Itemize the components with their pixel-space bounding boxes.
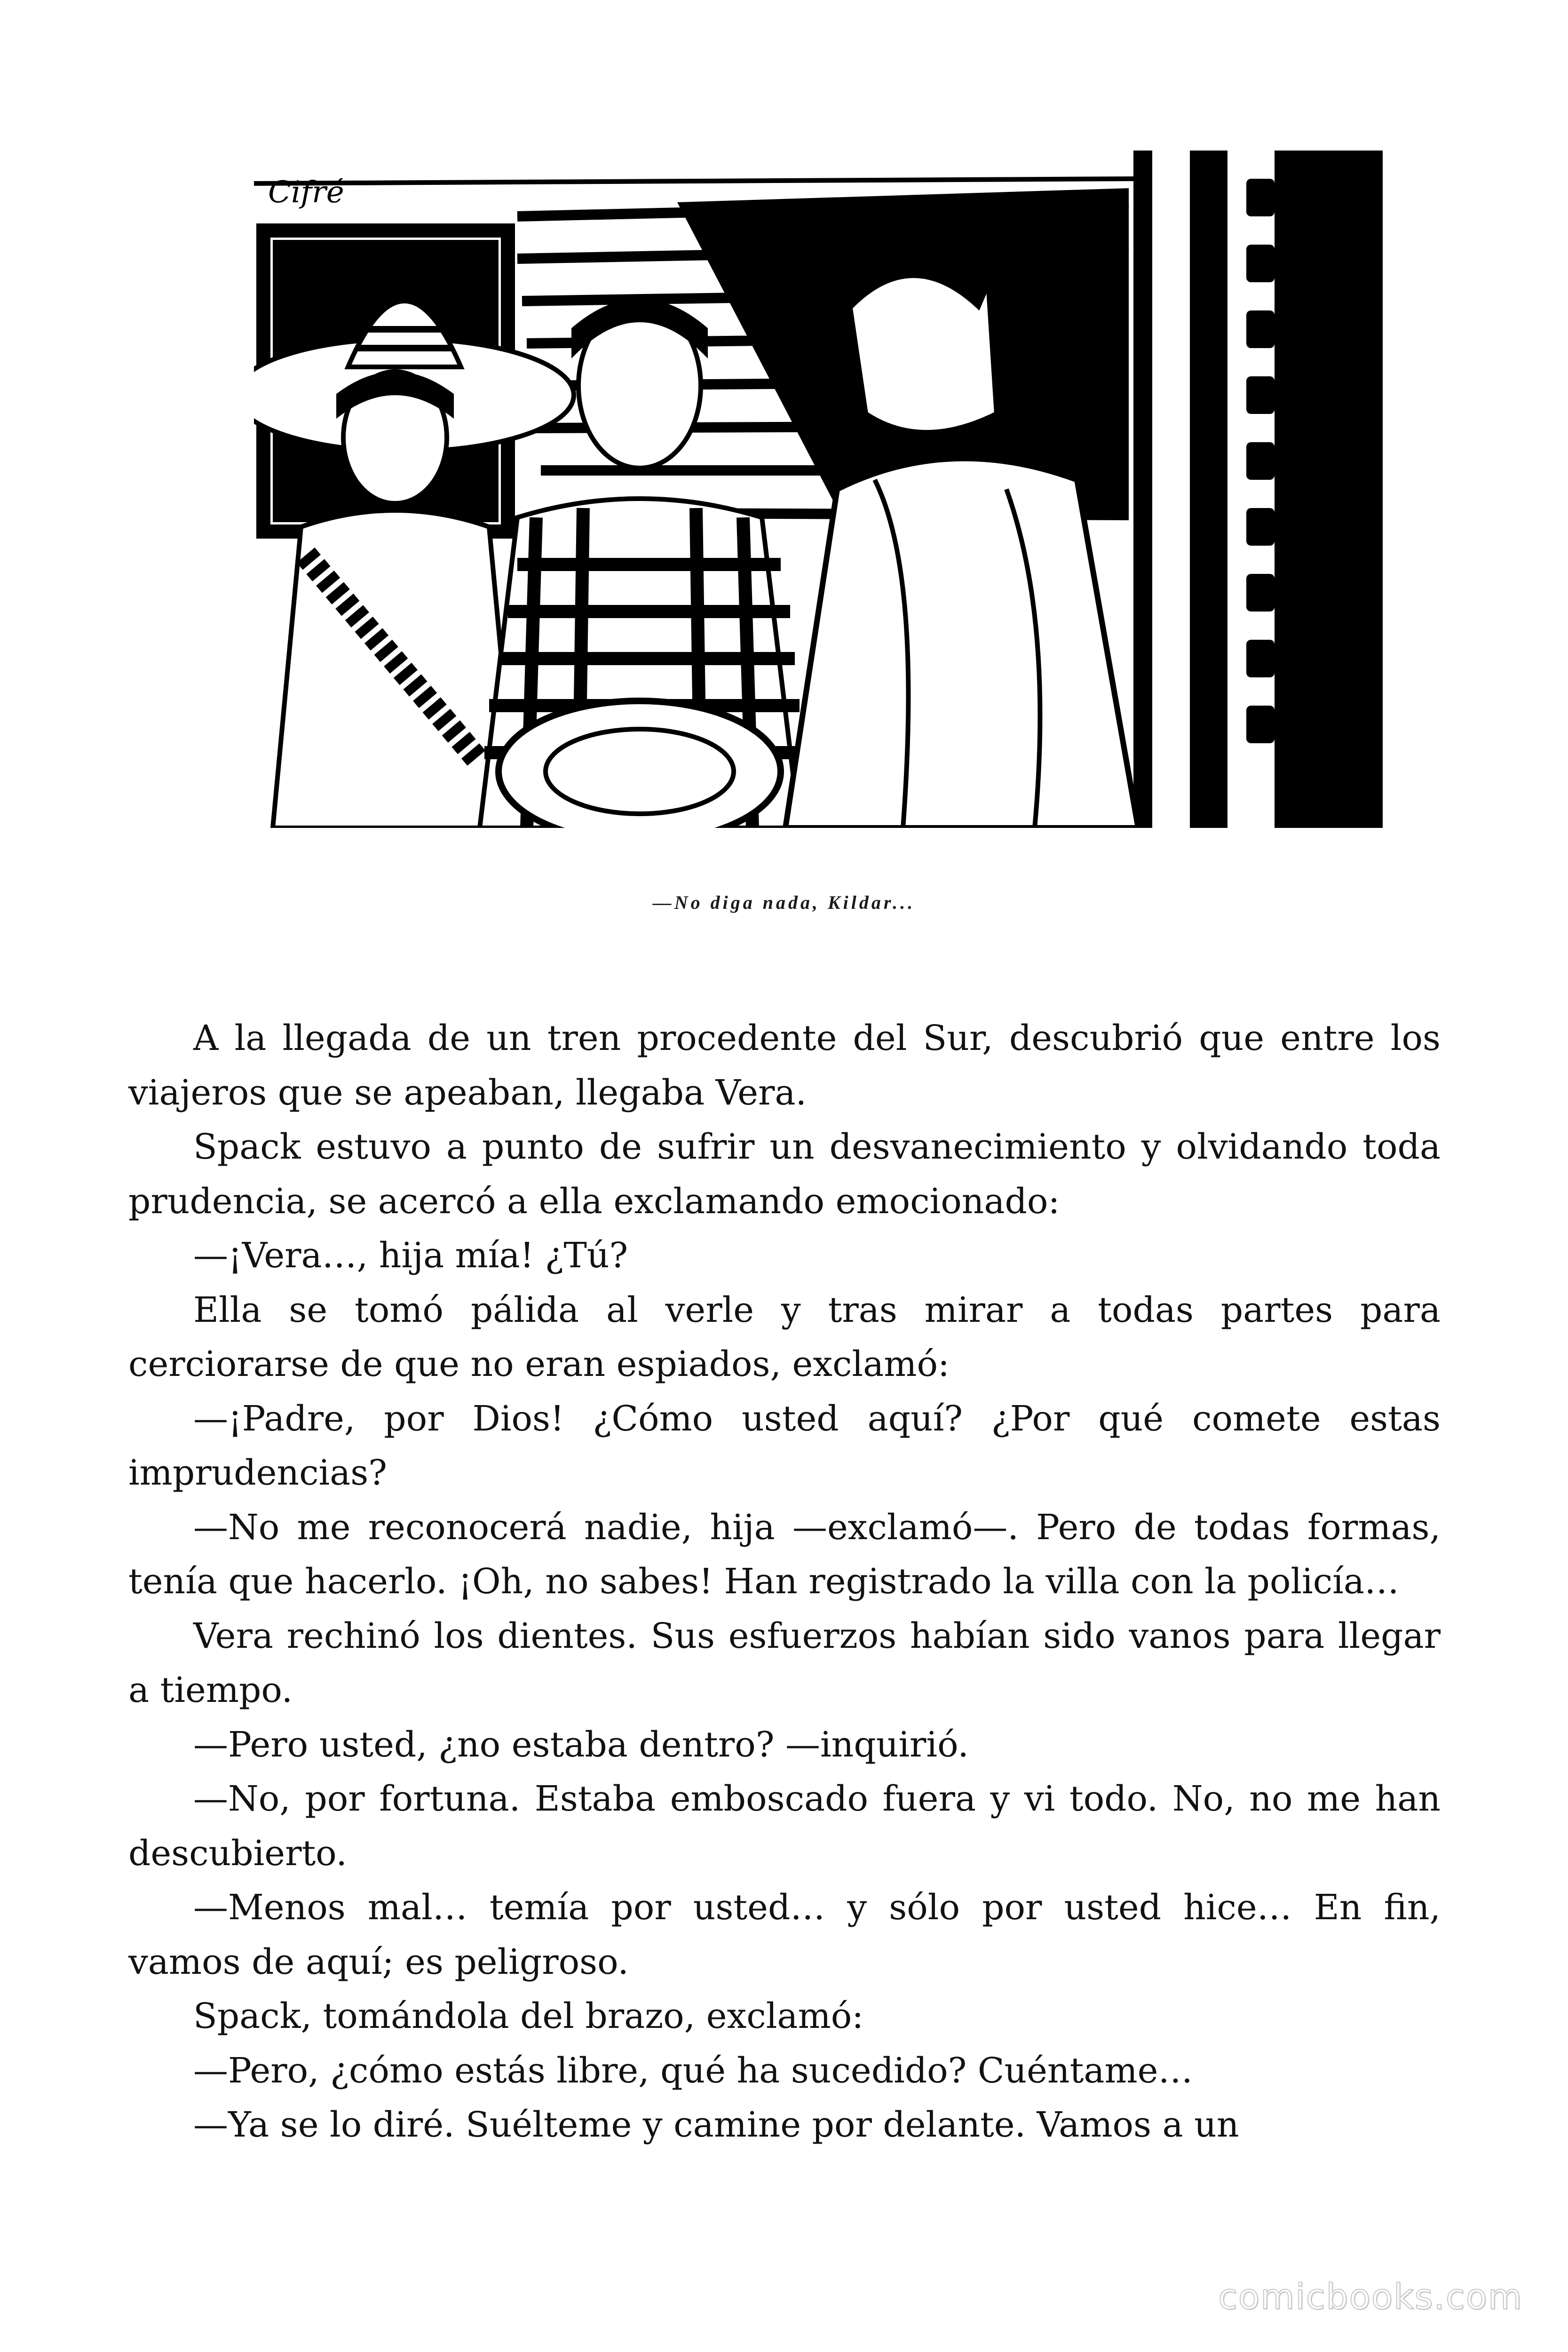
paragraph: —Ya se lo diré. Suélteme y camine por delante. Vamos a un: [193, 2105, 1239, 2145]
paragraph: —Pero usted, ¿no estaba dentro? —inquirió.: [193, 1724, 969, 1765]
watermark: comicbooks.com: [1218, 2277, 1523, 2317]
paragraph: Ella se tomó pálida al verle y tras mirar a todas partes para cerciorarse de que no eran espiados, exclamó:: [128, 1289, 1441, 1384]
paragraph: —Pero, ¿cómo estás libre, qué ha sucedido? Cuéntame…: [193, 2050, 1193, 2091]
story-text: [128, 1011, 1441, 2153]
illustration-drawing: [254, 151, 1430, 828]
illustration: [254, 151, 1430, 828]
door-post: [1133, 151, 1383, 828]
paragraph: —¡Vera…, hija mía! ¿Tú?: [193, 1235, 628, 1276]
paragraph: —¡Padre, por Dios! ¿Cómo usted aquí? ¿Por qué comete estas imprudencias?: [128, 1398, 1441, 1493]
paragraph: —Menos mal… temía por usted… y sólo por usted hice… En fin, vamos de aquí; es peligroso.: [128, 1887, 1441, 1982]
paragraph: —No me reconocerá nadie, hija —exclamó—. Pero de todas formas, tenía que hacerlo. ¡Oh, no sabes! Han registrado la villa con la policía…: [128, 1507, 1441, 1602]
paragraph: Spack, tomándola del brazo, exclamó:: [193, 1996, 864, 2036]
paragraph: Vera rechinó los dientes. Sus esfuerzos habían sido vanos para llegar a tiempo.: [128, 1615, 1441, 1710]
artist-signature: Cifré: [268, 175, 344, 210]
illustration-caption: —No diga nada, Kildar...: [652, 892, 916, 913]
paragraph: A la llegada de un tren procedente del Sur, descubrió que entre los viajeros que se apeaban, llegaba Vera.: [128, 1018, 1441, 1113]
paragraph: Spack estuvo a punto de sufrir un desvanecimiento y olvidando toda prudencia, se acercó a ella exclamando emocionado:: [128, 1127, 1441, 1222]
paragraph: —No, por fortuna. Estaba emboscado fuera y vi todo. No, no me han descubierto.: [128, 1779, 1441, 1874]
